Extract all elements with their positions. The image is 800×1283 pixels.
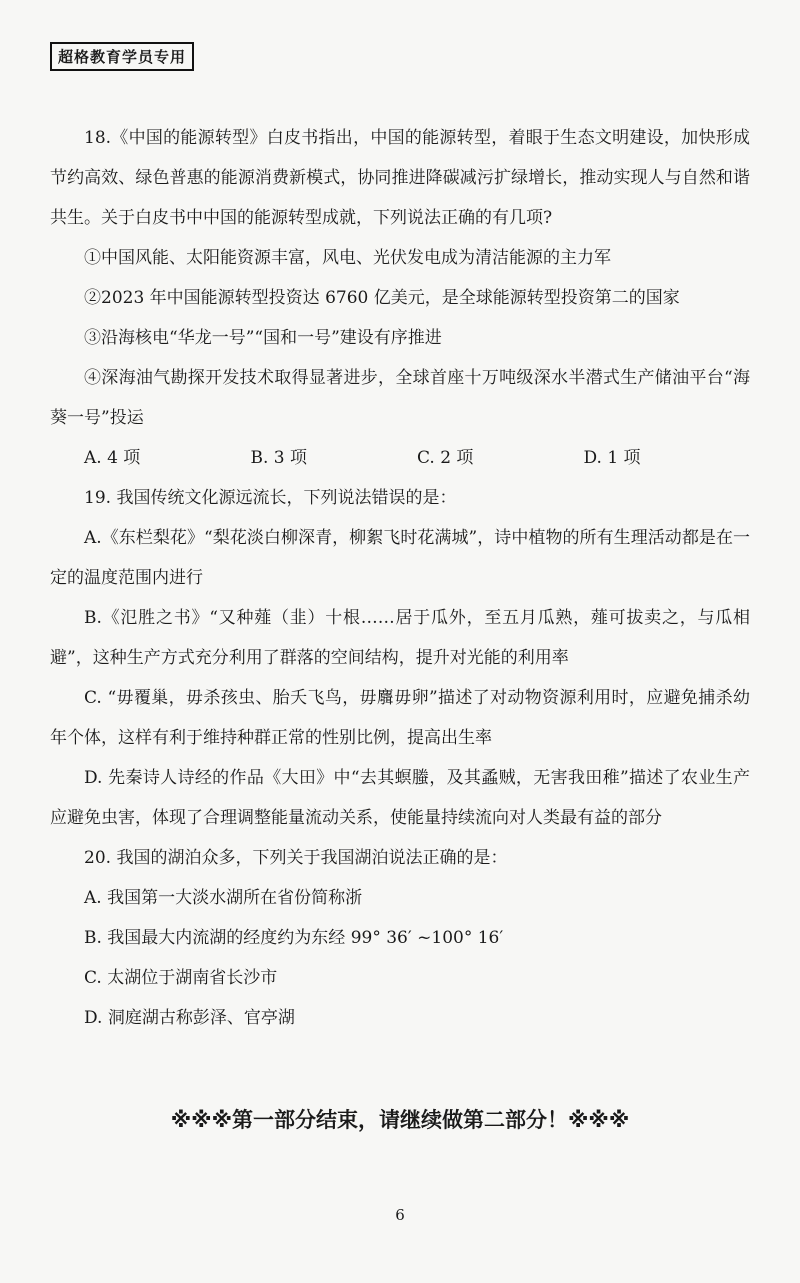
page-number: 6 bbox=[395, 1206, 405, 1224]
exam-content bbox=[50, 118, 750, 1038]
q19-option-b: B.《氾胜之书》“又种薤（韭）十根……居于瓜外，至五月瓜熟，薤可拔卖之，与瓜相避”，这种生产方式充分利用了群落的空间结构，提升对光能的利用率 bbox=[50, 608, 750, 668]
q20-stem: 20. 我国的湖泊众多，下列关于我国湖泊说法正确的是： bbox=[84, 848, 508, 868]
q20-option-d: D. 洞庭湖古称彭泽、官亭湖 bbox=[84, 1008, 295, 1028]
q18-option-d: D. 1 项 bbox=[583, 448, 641, 468]
q18-statement-4: ④深海油气勘探开发技术取得显著进步，全球首座十万吨级深水半潜式生产储油平台“海葵一号”投运 bbox=[50, 368, 750, 428]
q19-stem: 19. 我国传统文化源远流长，下列说法错误的是： bbox=[84, 488, 457, 508]
q19-option-c: C. “毋覆巢，毋杀孩虫、胎夭飞鸟，毋麛毋卵”描述了对动物资源利用时，应避免捕杀幼年个体，这样有利于维持种群正常的性别比例，提高出生率 bbox=[50, 688, 750, 748]
q20-option-c: C. 太湖位于湖南省长沙市 bbox=[84, 968, 278, 988]
header-tag: 超格教育学员专用 bbox=[50, 42, 194, 71]
q20-option-b: B. 我国最大内流湖的经度约为东经 99° 36′ ~100° 16′ bbox=[84, 928, 504, 948]
q18-option-a: A. 4 项 bbox=[84, 448, 141, 468]
q18-statement-1: ①中国风能、太阳能资源丰富，风电、光伏发电成为清洁能源的主力军 bbox=[84, 248, 611, 268]
q19-option-a: A.《东栏梨花》“梨花淡白柳深青，柳絮飞时花满城”，诗中植物的所有生理活动都是在一定的温度范围内进行 bbox=[50, 528, 750, 588]
q19-option-d: D. 先秦诗人诗经的作品《大田》中“去其螟螣，及其蟊贼，无害我田稚”描述了农业生产应避免虫害，体现了合理调整能量流动关系，使能量持续流向对人类最有益的部分 bbox=[50, 768, 750, 828]
q18-statement-3: ③沿海核电“华龙一号”“国和一号”建设有序推进 bbox=[84, 328, 442, 348]
q18-option-b: B. 3 项 bbox=[250, 448, 308, 468]
section-end-notice: ※※※第一部分结束，请继续做第二部分！※※※ bbox=[170, 1108, 630, 1132]
q18-stem: 18.《中国的能源转型》白皮书指出，中国的能源转型，着眼于生态文明建设，加快形成节约高效、绿色普惠的能源消费新模式，协同推进降碳减污扩绿增长，推动实现人与自然和谐共生。关于白皮书中中国的能源转型成就，下列说法正确的有几项? bbox=[50, 128, 750, 228]
q20-option-a: A. 我国第一大淡水湖所在省份简称浙 bbox=[84, 888, 363, 908]
q18-options bbox=[50, 438, 750, 478]
q18-option-c: C. 2 项 bbox=[417, 448, 474, 468]
q18-statement-2: ②2023 年中国能源转型投资达 6760 亿美元，是全球能源转型投资第二的国家 bbox=[84, 288, 680, 308]
